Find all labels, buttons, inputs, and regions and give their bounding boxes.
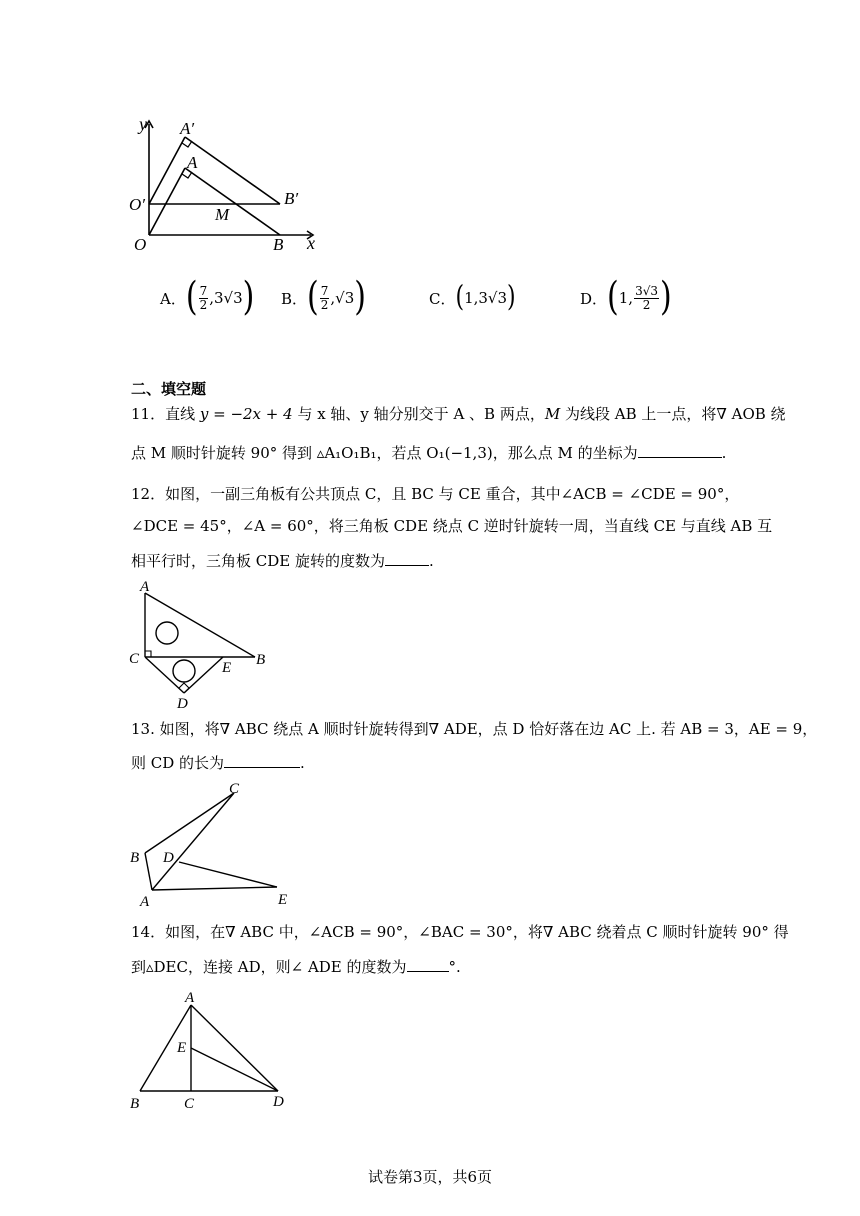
paren-open: ( bbox=[455, 281, 465, 314]
label-y: y bbox=[139, 114, 147, 134]
q11-end: . bbox=[721, 444, 727, 462]
choice-c-label: C． bbox=[429, 289, 456, 308]
segment-AE bbox=[152, 887, 277, 890]
segment-AC bbox=[152, 793, 234, 890]
denominator: 2 bbox=[199, 297, 208, 312]
choice-a[interactable] bbox=[160, 274, 255, 321]
segment-CB bbox=[145, 793, 234, 853]
label-B1: B′ bbox=[284, 189, 299, 208]
figure-q13 bbox=[125, 778, 305, 908]
label-C: C bbox=[229, 781, 240, 797]
label-A1: A′ bbox=[180, 119, 195, 138]
label-B: B bbox=[130, 850, 140, 866]
paren-close: ) bbox=[354, 274, 366, 321]
segment-AB bbox=[145, 593, 255, 657]
q12-line1: 12．如图，一副三角板有公共顶点 C，且 BC 与 CE 重合，其中∠ACB = ∠CDE = 90°， bbox=[131, 485, 740, 503]
segment-BA bbox=[145, 853, 152, 890]
answer-blank[interactable] bbox=[638, 443, 722, 458]
label-O: O bbox=[134, 235, 147, 254]
q12-line2: ∠DCE = 45°，∠A = 60°，将三角板 CDE 绕点 C 逆时针旋转一周，当直线 CE 与直线 AB 互 bbox=[131, 517, 773, 535]
q12-line3 bbox=[131, 551, 434, 571]
choice-b-rest: ,√3 bbox=[330, 289, 355, 307]
label-x: x bbox=[307, 233, 315, 253]
right-angle-D bbox=[179, 683, 189, 693]
q11-line2 bbox=[131, 443, 726, 463]
paren-open: ( bbox=[307, 274, 319, 321]
q13-line1: 13. 如图，将∇ ABC 绕点 A 顺时针旋转得到∇ ADE，点 D 恰好落在边 AC 上. 若 AB = 3，AE = 9， bbox=[131, 720, 818, 738]
label-B: B bbox=[130, 1096, 140, 1112]
numerator: 7 bbox=[199, 283, 208, 298]
answer-blank[interactable] bbox=[407, 957, 449, 972]
q14-line2 bbox=[131, 957, 461, 977]
q13-line2 bbox=[131, 753, 305, 773]
choice-c[interactable] bbox=[429, 283, 516, 313]
label-D: D bbox=[273, 1094, 284, 1110]
circle-upper bbox=[156, 622, 178, 644]
label-A: A bbox=[187, 153, 198, 172]
circle-lower bbox=[173, 660, 195, 682]
fraction bbox=[199, 285, 209, 312]
q12-text: 相平行时，三角板 CDE 旋转的度数为 bbox=[131, 552, 385, 570]
label-E: E bbox=[278, 892, 288, 908]
choice-d[interactable] bbox=[580, 274, 672, 321]
label-C: C bbox=[129, 651, 140, 667]
segment-O1A1 bbox=[149, 137, 185, 204]
segment-A1B1 bbox=[185, 137, 280, 204]
fraction bbox=[634, 285, 659, 312]
right-angle-A1 bbox=[182, 141, 192, 147]
choice-c-value: 1,3√3 bbox=[464, 289, 508, 307]
label-A: A bbox=[140, 579, 150, 595]
q14-text: 到▵DEC，连接 AD，则∠ ADE 的度数为 bbox=[131, 958, 407, 976]
answer-blank[interactable] bbox=[224, 753, 300, 768]
q11-equation: y = −2x + 4 bbox=[199, 405, 293, 423]
denominator: 2 bbox=[642, 297, 651, 312]
q14-line1: 14．如图，在∇ ABC 中，∠ACB = 90°，∠BAC = 30°，将∇ ABC 绕着点 C 顺时针旋转 90° 得 bbox=[131, 923, 789, 941]
q11-text: 11．直线 bbox=[131, 405, 200, 423]
q11-line1 bbox=[131, 404, 786, 424]
q11-text: 为线段 AB 上一点，将∇ AOB 绕 bbox=[560, 405, 786, 423]
q13-end: . bbox=[300, 754, 305, 772]
q14-end: °. bbox=[448, 958, 461, 976]
numerator: 3√3 bbox=[635, 283, 658, 298]
choice-d-first: 1, bbox=[618, 289, 634, 307]
label-E: E bbox=[222, 660, 232, 676]
page-footer: 试卷第3页，共6页 bbox=[367, 1168, 493, 1186]
segment-DE bbox=[179, 862, 277, 887]
denominator: 2 bbox=[320, 297, 329, 312]
choice-b-label: B． bbox=[281, 289, 308, 308]
right-angle-C bbox=[145, 651, 151, 657]
label-C: C bbox=[184, 1096, 195, 1112]
numerator: 7 bbox=[320, 283, 329, 298]
q12-end: . bbox=[429, 552, 434, 570]
label-D: D bbox=[163, 850, 174, 866]
paren-open: ( bbox=[607, 274, 619, 321]
figure-q14 bbox=[125, 985, 295, 1115]
q11-text: 点 M 顺时针旋转 90° 得到 ▵A₁O₁B₁，若点 O₁(−1,3)，那么点 M 的坐标为 bbox=[131, 444, 638, 462]
choice-a-rest: ,3√3 bbox=[209, 289, 243, 307]
segment-ED bbox=[191, 1048, 278, 1091]
paren-close: ) bbox=[659, 274, 672, 321]
fraction bbox=[320, 285, 330, 312]
figure-q12 bbox=[125, 576, 275, 711]
paren-open: ( bbox=[185, 274, 198, 321]
right-angle-A bbox=[182, 172, 192, 178]
paren-close: ) bbox=[507, 281, 516, 314]
q11-point-m: M bbox=[544, 405, 561, 423]
segment-AD bbox=[191, 1005, 278, 1091]
label-A: A bbox=[185, 990, 195, 1006]
choice-b[interactable] bbox=[281, 274, 366, 321]
label-E: E bbox=[177, 1040, 187, 1056]
label-O1: O′ bbox=[129, 195, 145, 214]
label-D: D bbox=[177, 696, 188, 711]
q13-text: 则 CD 的长为 bbox=[131, 754, 225, 772]
segment-OA bbox=[149, 168, 185, 235]
label-B: B bbox=[256, 652, 266, 668]
section-title: 二、填空题 bbox=[131, 380, 207, 398]
answer-blank[interactable] bbox=[385, 551, 429, 566]
label-A: A bbox=[140, 894, 150, 908]
choice-a-label: A． bbox=[160, 289, 186, 308]
paren-close: ) bbox=[242, 274, 255, 321]
q11-text: 与 x 轴、y 轴分别交于 A 、B 两点， bbox=[292, 405, 545, 423]
label-B: B bbox=[273, 235, 284, 254]
figure-q10 bbox=[125, 112, 325, 257]
choice-d-label: D． bbox=[580, 289, 608, 308]
label-M: M bbox=[215, 205, 230, 224]
segment-AB bbox=[185, 168, 280, 235]
